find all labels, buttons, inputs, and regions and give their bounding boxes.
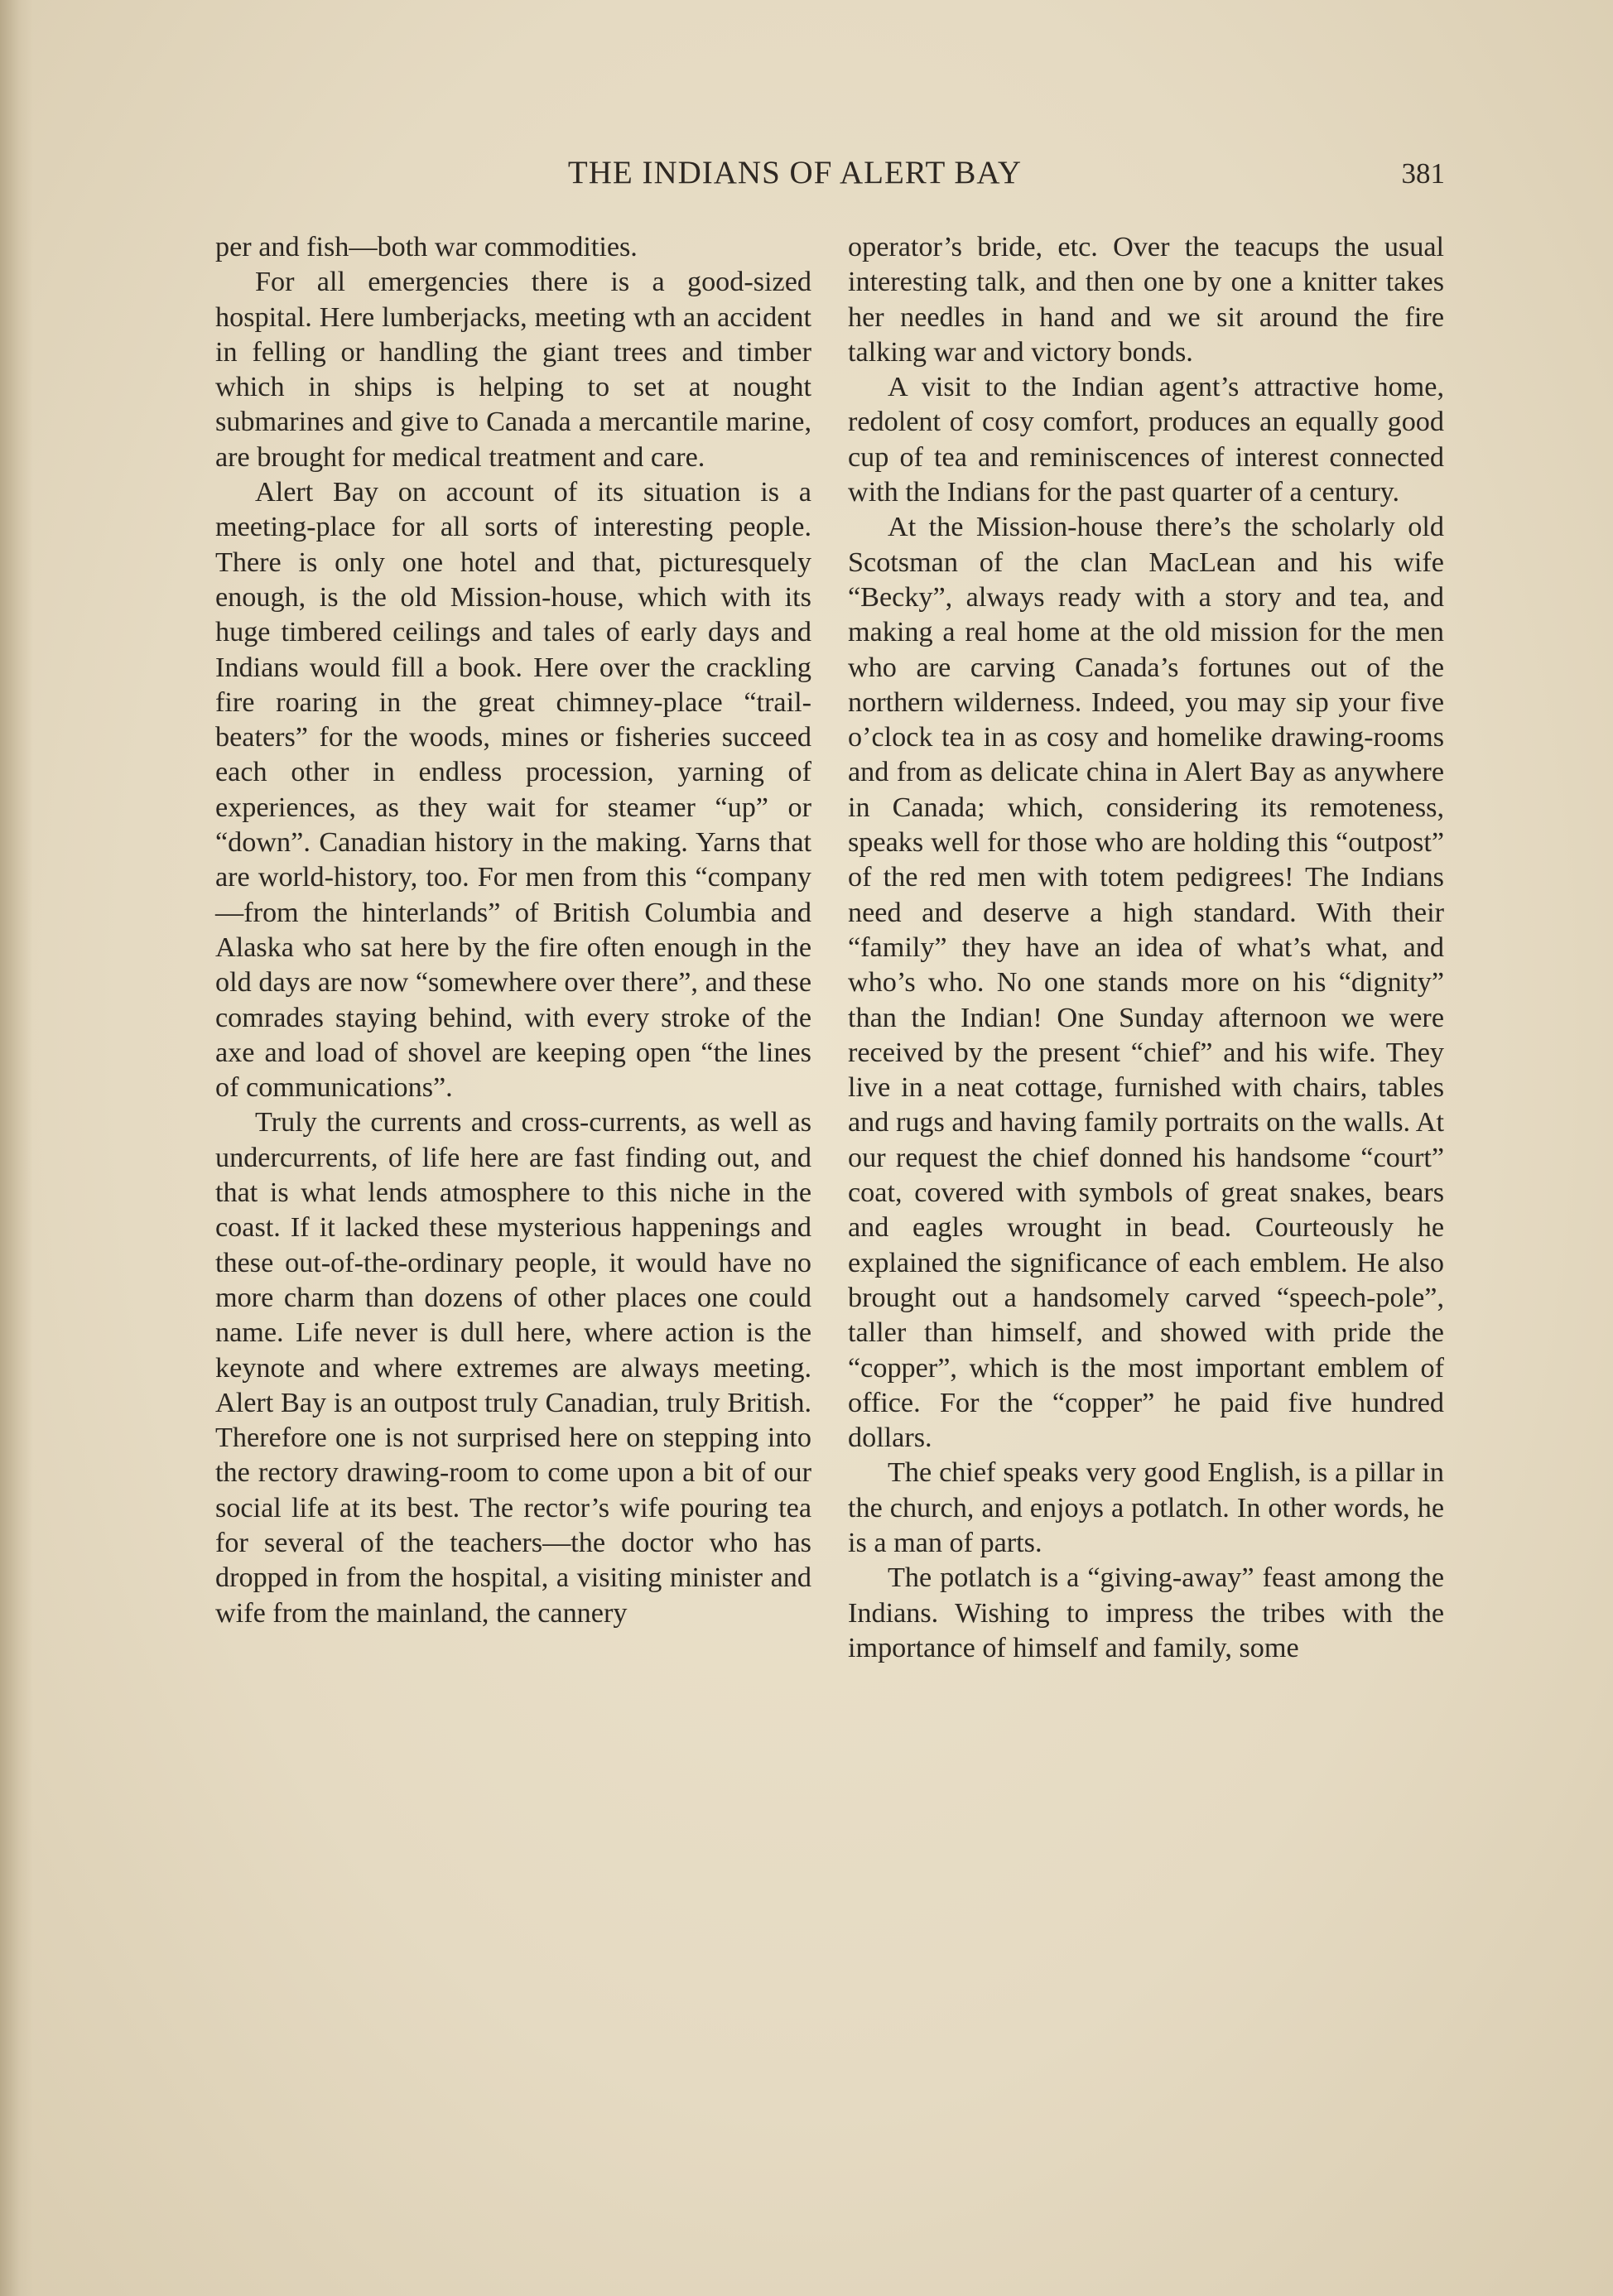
page-number: 381 xyxy=(1401,157,1445,190)
paragraph: Alert Bay on account of its situation is a meeting-place for all sorts of interesting people. There is only one hotel and that, picturesquely enough, is the old Mission-house, which with its huge timbered ceilings and tales of early days and Indians would fill a book. Here over the crackling fire roaring in the great chimney-place “trail-beaters” for the woods, mines or fisheries succeed each other in endless procession, yarning of experiences, as they wait for steamer “up” or “down”. Canadian history in the making. Yarns that are world-history, too. For men from this “company—from the hinterlands” of British Columbia and Alaska who sat here by the fire often enough in the old days are now “somewhere over there”, and these comrades staying behind, with every stroke of the axe and load of shovel are keeping open “the lines of communications”. xyxy=(215,477,811,1104)
paragraph: A visit to the Indian agent’s attractive home, redolent of cosy comfort, produces an equally good cup of tea and reminiscences of interest connected with the Indians for the past quarter of a century. xyxy=(848,372,1444,508)
left-column xyxy=(215,230,811,1631)
paragraph: The potlatch is a “giving-away” feast among the Indians. Wishing to impress the tribes with the importance of himself and family, some xyxy=(848,1562,1444,1663)
right-column xyxy=(848,230,1444,1666)
paragraph: per and fish—both war commodities. xyxy=(215,232,638,262)
running-title: THE INDIANS OF ALERT BAY xyxy=(567,155,1023,190)
paragraph: The chief speaks very good English, is a pillar in the church, and enjoys a potlatch. In other words, he is a man of parts. xyxy=(848,1457,1444,1558)
running-head xyxy=(0,154,1613,195)
paragraph: For all emergencies there is a good-sized hospital. Here lumberjacks, meeting wth an accident in felling or handling the giant trees and timber which in ships is helping to set at nought submarines and give to Canada a mercantile marine, are brought for medical treatment and care. xyxy=(215,267,811,473)
paragraph: operator’s bride, etc. Over the teacups the usual interesting talk, and then one by one a knitter takes her needles in hand and we sit around the fire talking war and victory bonds. xyxy=(848,232,1444,368)
paragraph: Truly the currents and cross-currents, as well as undercurrents, of life here are fast finding out, and that is what lends atmosphere to this niche in the coast. If it lacked these mysterious happenings and these out-of-the-ordinary people, it would have no more charm than dozens of other places one could name. Life never is dull here, where action is the keynote and where extremes are always meeting. Alert Bay is an outpost truly Canadian, truly British. Therefore one is not surprised here on stepping into the rectory drawing-room to come upon a bit of our social life at its best. The rector’s wife pouring tea for several of the teachers—the doctor who has dropped in from the hospital, a visiting minister and wife from the mainland, the cannery xyxy=(215,1107,811,1629)
binding-shadow xyxy=(0,0,33,2296)
paragraph: At the Mission-house there’s the scholarly old Scotsman of the clan MacLean and his wife “Becky”, always ready with a story and tea, and making a real home at the old mission for the men who are carving Canada’s fortunes out of the northern wilderness. Indeed, you may sip your five o’clock tea in as cosy and homelike drawing-rooms and from as delicate china in Alert Bay as anywhere in Canada; which, considering its remoteness, speaks well for those who are holding this “outpost” of the red men with totem pedigrees! The Indians need and deserve a high standard. With their “family” they have an idea of what’s what, and who’s who. No one stands more on his “dignity” than the Indian! One Sunday afternoon we were received by the present “chief” and his wife. They live in a neat cottage, furnished with chairs, tables and rugs and having family portraits on the walls. At our request the chief donned his handsome “court” coat, covered with symbols of great snakes, bears and eagles wrought in bead. Courteously he explained the significance of each emblem. He also brought out a handsomely carved “speech-pole”, taller than himself, and showed with pride the “copper”, which is the most important emblem of office. For the “copper” he paid five hundred dollars. xyxy=(848,512,1444,1454)
